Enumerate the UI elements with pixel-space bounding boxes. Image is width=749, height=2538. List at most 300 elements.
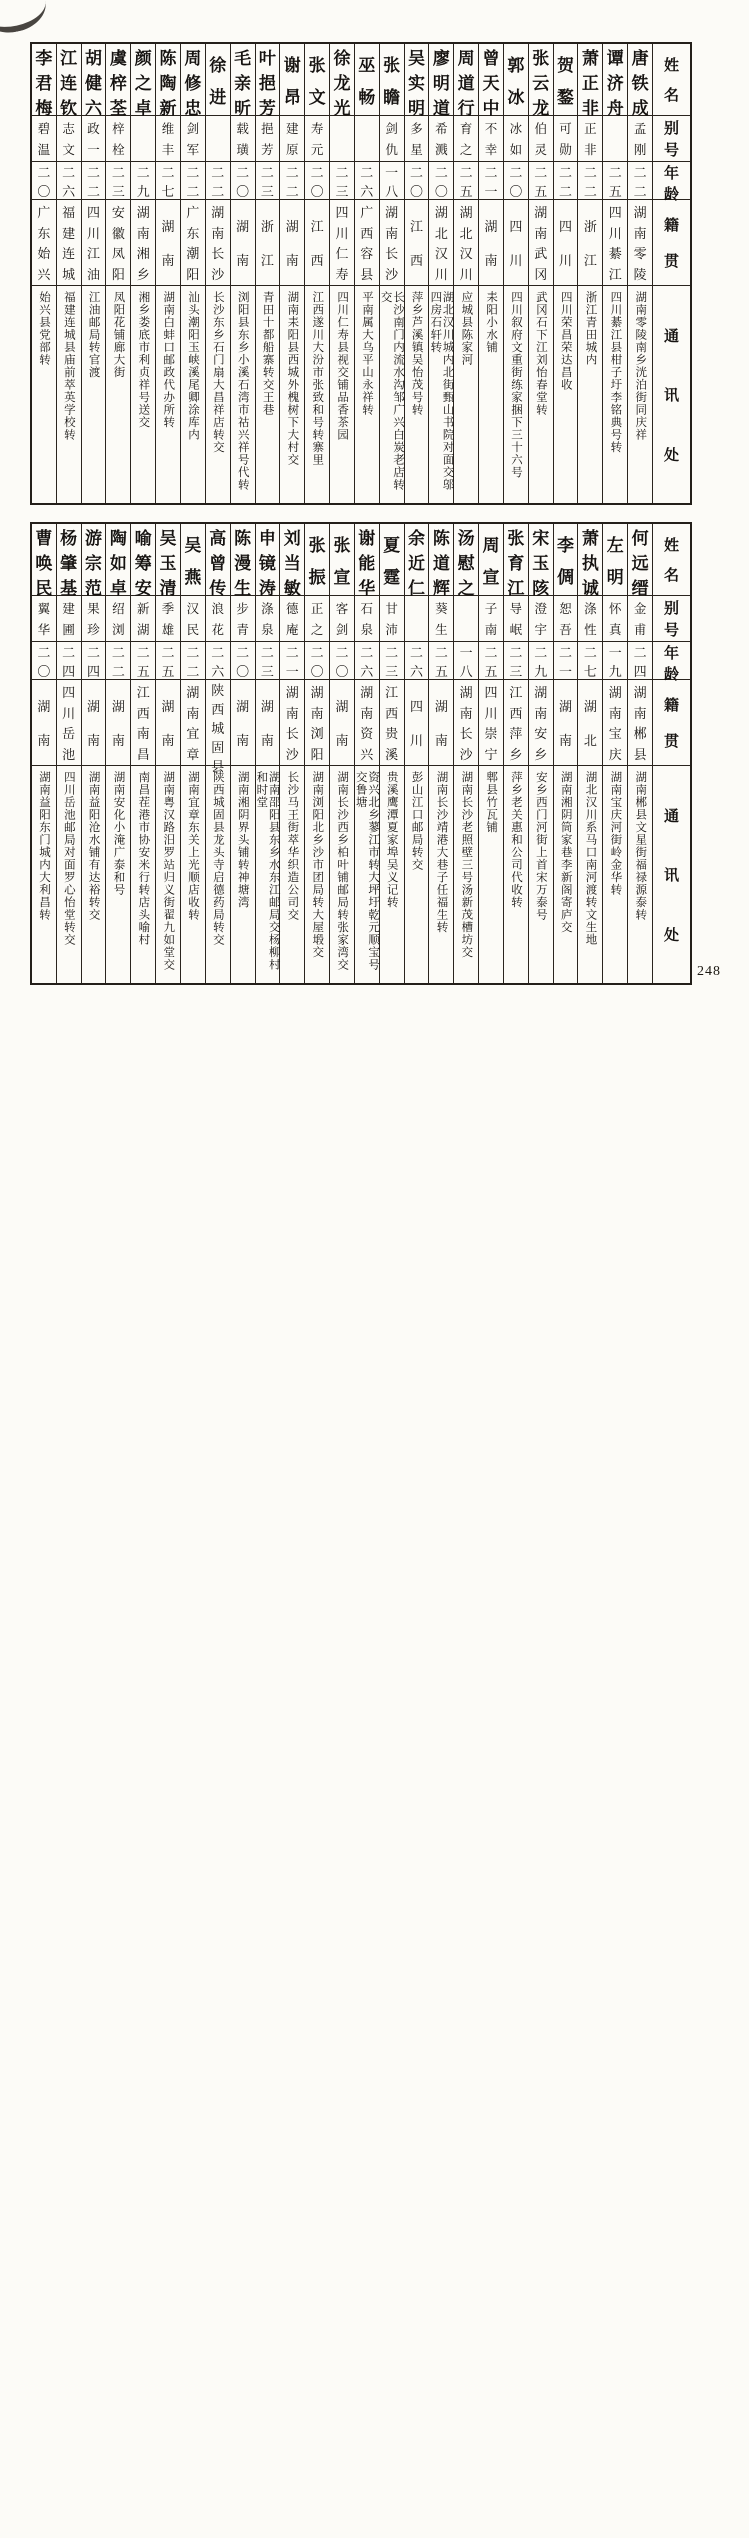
name-text: 唐 铁 成 — [631, 49, 649, 118]
address-text: 青田十都船寨转交王巷 — [261, 291, 274, 416]
alias-text: 寿 元 — [310, 122, 324, 157]
address-text: 汕头潮阳玉峡溪尾卿涂库内 — [187, 291, 200, 441]
name-text: 张 育 江 — [507, 529, 525, 598]
name-cell — [479, 44, 503, 116]
alias-text: 果 珍 — [87, 602, 100, 637]
name-cell — [131, 524, 155, 596]
origin-text: 江 西 贵 溪 — [385, 684, 399, 763]
name-text: 吴 实 明 — [407, 49, 425, 118]
address-cell — [504, 766, 528, 983]
entry-column — [305, 44, 330, 503]
age-cell — [504, 642, 528, 680]
age-cell — [82, 642, 106, 680]
origin-cell — [479, 200, 503, 286]
origin-cell — [603, 200, 627, 286]
header-name-cell — [653, 44, 690, 116]
entry-column — [82, 44, 107, 503]
alias-cell — [380, 596, 404, 642]
address-cell — [578, 766, 602, 983]
origin-cell — [628, 200, 652, 286]
entry-column — [578, 44, 603, 503]
origin-cell — [131, 680, 155, 766]
age-text: 二 四 — [633, 645, 647, 679]
address-text: 武冈石下江刘怡春堂转 — [534, 291, 547, 416]
origin-cell — [57, 200, 81, 286]
age-text: 二 四 — [87, 645, 101, 679]
address-cell — [231, 766, 255, 983]
name-text: 胡 健 六 — [85, 49, 103, 118]
alias-text: 孟 刚 — [633, 122, 647, 157]
address-cell — [280, 286, 304, 503]
origin-cell — [554, 200, 578, 286]
age-cell — [256, 162, 280, 200]
name-text: 陈 漫 生 — [234, 529, 252, 598]
origin-text: 湖 南 — [161, 698, 175, 749]
entry-column — [603, 44, 628, 503]
age-text: 二 七 — [583, 645, 597, 679]
name-cell — [578, 44, 602, 116]
origin-cell — [529, 680, 553, 766]
name-text: 郭 冰 — [507, 56, 525, 107]
name-cell — [280, 44, 304, 116]
address-text: 贵溪鹰潭夏家埠吴义记转 — [385, 771, 398, 909]
origin-text: 江 西 — [409, 218, 423, 269]
alias-text: 冰 如 — [509, 122, 523, 157]
alias-cell — [504, 116, 528, 162]
address-cell — [206, 286, 230, 503]
name-cell — [429, 44, 453, 116]
alias-cell — [181, 596, 205, 642]
name-cell — [628, 44, 652, 116]
address-text: 福建连城县庙前萃英学校转 — [62, 291, 75, 441]
name-cell — [454, 524, 478, 596]
age-cell — [305, 642, 329, 680]
origin-cell — [578, 200, 602, 286]
origin-text: 湖 南 — [484, 218, 498, 269]
name-text: 谢 能 华 — [358, 529, 376, 598]
alias-cell — [380, 116, 404, 162]
alias-text — [206, 116, 230, 161]
alias-cell — [231, 596, 255, 642]
age-cell — [32, 162, 56, 200]
age-text: 二 〇 — [409, 165, 423, 199]
name-text: 何 远 缙 — [631, 529, 649, 598]
name-cell — [206, 44, 230, 116]
age-text: 二 〇 — [310, 165, 324, 199]
origin-text: 湖 南 — [111, 698, 125, 749]
origin-cell — [231, 680, 255, 766]
name-cell — [156, 524, 180, 596]
age-text: 二 三 — [509, 645, 523, 679]
name-text: 萧 执 诚 — [581, 529, 599, 598]
name-cell — [603, 44, 627, 116]
address-text: 江油邮局转官渡 — [87, 291, 100, 379]
name-text: 叶 挹 芳 — [258, 49, 276, 118]
age-cell — [554, 642, 578, 680]
header-alias-cell — [653, 596, 690, 642]
origin-text: 湖 南 — [87, 698, 101, 749]
alias-text: 新 湖 — [136, 602, 150, 637]
entry-column — [504, 524, 529, 983]
alias-cell — [106, 116, 130, 162]
alias-text: 碧 温 — [37, 122, 51, 157]
alias-text: 浪 花 — [211, 602, 224, 637]
entry-column — [554, 524, 579, 983]
age-cell — [131, 642, 155, 680]
origin-cell — [156, 200, 180, 286]
alias-text — [603, 116, 627, 161]
age-cell — [131, 162, 155, 200]
origin-text: 湖 北 汉 川 — [459, 204, 473, 283]
alias-text — [131, 116, 155, 161]
age-text: 二 〇 — [335, 645, 349, 679]
age-text: 二 〇 — [509, 165, 523, 199]
origin-cell — [32, 680, 56, 766]
origin-cell — [57, 680, 81, 766]
origin-cell — [181, 680, 205, 766]
age-cell — [181, 642, 205, 680]
address-cell — [603, 766, 627, 983]
name-cell — [429, 524, 453, 596]
alias-cell — [429, 596, 453, 642]
name-cell — [57, 44, 81, 116]
origin-text: 四 川 仁 寿 — [335, 204, 349, 283]
age-cell — [554, 162, 578, 200]
address-cell — [181, 286, 205, 503]
address-text: 湖南湘阴界头铺转神塘湾 — [236, 771, 249, 909]
origin-cell — [305, 200, 329, 286]
name-cell — [405, 524, 429, 596]
age-text: 二 二 — [583, 165, 597, 199]
alias-text: 剑 仇 — [385, 122, 398, 157]
alias-cell — [32, 116, 56, 162]
origin-cell — [429, 200, 453, 286]
entry-column — [529, 524, 554, 983]
origin-text: 湖 南 安 乡 — [534, 684, 548, 763]
age-cell — [82, 162, 106, 200]
address-cell — [256, 766, 280, 983]
address-cell — [82, 286, 106, 503]
entry-column — [156, 524, 181, 983]
age-text: 二 〇 — [236, 165, 250, 199]
alias-cell — [57, 596, 81, 642]
name-cell — [106, 44, 130, 116]
entry-column — [429, 524, 454, 983]
alias-cell — [131, 116, 155, 162]
age-text: 二 二 — [285, 165, 299, 199]
origin-text: 湖 南 长 沙 — [211, 204, 225, 283]
address-cell — [106, 766, 130, 983]
origin-cell — [280, 200, 304, 286]
age-text: 二 三 — [260, 645, 274, 679]
age-text: 二 七 — [161, 165, 175, 199]
address-cell — [454, 286, 478, 503]
origin-cell — [256, 680, 280, 766]
alias-cell — [603, 116, 627, 162]
origin-text: 浙 江 — [583, 218, 597, 269]
age-cell — [355, 162, 379, 200]
header-alias-label: 别 号 — [663, 121, 679, 159]
origin-cell — [504, 200, 528, 286]
alias-cell — [57, 116, 81, 162]
entry-column — [181, 44, 206, 503]
name-cell — [380, 524, 404, 596]
name-text: 宋 玉 陔 — [532, 529, 550, 598]
entry-column — [603, 524, 628, 983]
name-cell — [181, 44, 205, 116]
address-text: 萍乡老关惠和公司代收转 — [510, 771, 522, 909]
header-age-label: 年 龄 — [663, 646, 679, 683]
alias-text: 梓 栓 — [112, 122, 125, 157]
address-cell — [380, 766, 404, 983]
age-text: 一 八 — [459, 645, 473, 679]
age-text: 二 三 — [111, 165, 125, 199]
alias-cell — [305, 116, 329, 162]
name-cell — [231, 44, 255, 116]
alias-text: 载 璜 — [236, 122, 249, 157]
age-text: 二 九 — [534, 645, 548, 679]
address-cell — [554, 766, 578, 983]
name-cell — [330, 44, 354, 116]
address-text: 浏阳县东乡小溪石湾市祜兴祥号代转 — [236, 291, 249, 491]
age-text: 二 六 — [409, 645, 423, 679]
header-age-cell — [653, 162, 690, 203]
alias-text: 育 之 — [459, 122, 473, 157]
origin-cell — [106, 200, 130, 286]
origin-cell — [156, 680, 180, 766]
entry-column — [628, 524, 653, 983]
alias-cell — [454, 116, 478, 162]
alias-cell — [603, 596, 627, 642]
age-cell — [603, 162, 627, 200]
origin-text: 江 西 萍 乡 — [509, 684, 523, 763]
alias-cell — [628, 116, 652, 162]
alias-text — [454, 596, 478, 641]
age-text: 二 〇 — [236, 645, 250, 679]
age-cell — [628, 642, 652, 680]
name-text: 萧 正 非 — [581, 49, 599, 118]
origin-text: 湖 南 — [260, 698, 274, 749]
header-age-cell — [653, 642, 690, 683]
entry-column — [355, 44, 380, 503]
alias-text: 多 星 — [410, 122, 423, 157]
address-cell — [628, 766, 652, 983]
origin-text: 四 川 崇 宁 — [484, 684, 498, 763]
address-text: 南昌茬港市协安米行转店头喻村 — [137, 771, 150, 946]
address-cell — [529, 766, 553, 983]
address-text: 湖南耒阳县西城外槐树下大村交 — [286, 291, 299, 466]
name-cell — [504, 44, 528, 116]
alias-cell — [479, 596, 503, 642]
address-text: 长沙东乡石门扇大昌祥店转交 — [211, 291, 224, 454]
name-cell — [578, 524, 602, 596]
origin-cell — [82, 680, 106, 766]
name-text: 虞 梓 荃 — [109, 49, 127, 118]
address-text: 湖南益阳沧水铺有达裕转交 — [87, 771, 100, 921]
age-cell — [578, 642, 602, 680]
directory-table-top — [30, 42, 692, 505]
address-text: 四川仁寿县视交铺品香茶园 — [336, 291, 349, 441]
age-cell — [280, 642, 304, 680]
address-text: 陕西城固县龙头寺启德药局转交 — [211, 771, 224, 946]
name-text: 周 修 忠 — [184, 49, 202, 118]
name-cell — [504, 524, 528, 596]
header-origin-cell — [653, 200, 690, 286]
alias-cell — [32, 596, 56, 642]
address-cell — [355, 766, 379, 983]
address-text: 四川叙府文重街练家捆下三十六号 — [510, 291, 522, 479]
age-text: 二 三 — [335, 165, 349, 199]
entry-column — [355, 524, 380, 983]
address-cell — [280, 766, 304, 983]
alias-cell — [504, 596, 528, 642]
origin-text: 湖 南 宜 章 — [186, 684, 200, 763]
header-address-cell — [653, 766, 690, 983]
entry-column — [380, 524, 405, 983]
address-text: 湖南白蚌口邮政代办所转 — [162, 291, 175, 429]
address-cell — [131, 286, 155, 503]
age-text: 二 五 — [459, 165, 473, 199]
address-cell — [156, 766, 180, 983]
alias-text: 正 非 — [584, 122, 597, 157]
origin-text: 湖 南 郴 县 — [633, 684, 647, 763]
alias-cell — [330, 596, 354, 642]
age-text: 二 二 — [186, 645, 200, 679]
name-text: 喻 筹 安 — [134, 529, 152, 598]
entry-column — [106, 44, 131, 503]
name-text: 吴 燕 — [184, 536, 202, 587]
name-text: 余 近 仁 — [407, 529, 425, 598]
alias-text: 剑 军 — [186, 122, 200, 157]
entry-column — [206, 44, 231, 503]
alias-text: 涤 泉 — [261, 602, 274, 637]
entry-column — [504, 44, 529, 503]
name-text: 周 宣 — [482, 536, 500, 587]
origin-cell — [330, 200, 354, 286]
age-text: 二 二 — [633, 165, 647, 199]
origin-text: 湖 南 长 沙 — [385, 204, 399, 283]
address-cell — [429, 766, 453, 983]
origin-text: 湖 南 资 兴 — [360, 684, 374, 763]
origin-text: 湖 南 — [236, 218, 250, 269]
name-cell — [305, 44, 329, 116]
entry-column — [256, 524, 281, 983]
alias-cell — [628, 596, 652, 642]
entry-column — [131, 524, 156, 983]
age-cell — [32, 642, 56, 680]
address-cell — [429, 286, 453, 503]
alias-text: 汉 民 — [186, 602, 200, 637]
entry-column — [256, 44, 281, 503]
address-text: 浙江青田城内 — [584, 291, 597, 366]
entry-column — [479, 44, 504, 503]
alias-text: 季 雄 — [161, 602, 175, 637]
age-cell — [106, 642, 130, 680]
name-cell — [106, 524, 130, 596]
entry-column — [280, 524, 305, 983]
name-text: 陈 陶 新 — [159, 49, 177, 118]
alias-text: 不 幸 — [484, 122, 498, 157]
address-cell — [57, 766, 81, 983]
age-text: 二 〇 — [37, 165, 51, 199]
name-cell — [479, 524, 503, 596]
alias-cell — [454, 596, 478, 642]
alias-text: 正 之 — [310, 602, 324, 637]
header-name-label: 姓 名 — [663, 537, 679, 585]
entry-column — [405, 524, 430, 983]
age-text: 二 二 — [111, 645, 125, 679]
age-cell — [280, 162, 304, 200]
origin-text: 四 川 — [409, 698, 423, 749]
entry-column — [429, 44, 454, 503]
address-text: 湖北汉川系马口南河渡转文生地 — [584, 771, 597, 946]
origin-cell — [82, 200, 106, 286]
address-cell — [231, 286, 255, 503]
age-text: 二 二 — [211, 165, 225, 199]
entry-column — [156, 44, 181, 503]
entry-column — [479, 524, 504, 983]
origin-cell — [380, 200, 404, 286]
name-text: 毛 亲 昕 — [234, 49, 252, 118]
alias-cell — [206, 116, 230, 162]
alias-cell — [330, 116, 354, 162]
age-text: 二 二 — [186, 165, 200, 199]
age-cell — [330, 162, 354, 200]
name-text: 谢 昂 — [283, 56, 301, 107]
address-text: 始兴县党部转 — [37, 291, 50, 366]
entry-column — [330, 524, 355, 983]
header-address-label: 通 讯 处 — [663, 808, 679, 944]
age-cell — [479, 162, 503, 200]
name-text: 颜 之 卓 — [134, 49, 152, 118]
address-text: 湖南益阳东门城内大利昌转 — [37, 771, 50, 921]
name-text: 汤 慰 之 — [457, 529, 475, 598]
alias-text: 建 原 — [286, 122, 299, 157]
name-text: 徐 龙 光 — [333, 49, 351, 118]
entry-column — [405, 44, 430, 503]
address-text: 湖南宜章东关上光顺店收转 — [187, 771, 200, 921]
header-alias-cell — [653, 116, 690, 162]
name-cell — [82, 524, 106, 596]
entry-column — [554, 44, 579, 503]
origin-cell — [131, 200, 155, 286]
address-cell — [380, 286, 404, 503]
name-cell — [628, 524, 652, 596]
origin-cell — [603, 680, 627, 766]
header-origin-label: 籍 贯 — [663, 698, 679, 750]
entry-column — [454, 44, 479, 503]
name-cell — [206, 524, 230, 596]
alias-cell — [106, 596, 130, 642]
name-text: 张 云 龙 — [532, 49, 550, 118]
age-text: 二 九 — [136, 165, 150, 199]
alias-text: 志 文 — [62, 122, 75, 157]
age-cell — [380, 642, 404, 680]
age-cell — [405, 162, 429, 200]
address-text: 四川荣昌荣达昌收 — [559, 291, 572, 391]
header-name-label: 姓 名 — [663, 57, 679, 105]
address-cell — [454, 766, 478, 983]
name-cell — [405, 44, 429, 116]
age-cell — [206, 162, 230, 200]
entry-column — [57, 44, 82, 503]
name-text: 左 明 — [606, 536, 624, 587]
alias-cell — [554, 596, 578, 642]
entry-column — [628, 44, 653, 503]
name-cell — [330, 524, 354, 596]
age-cell — [256, 642, 280, 680]
age-text: 二 〇 — [310, 645, 324, 679]
